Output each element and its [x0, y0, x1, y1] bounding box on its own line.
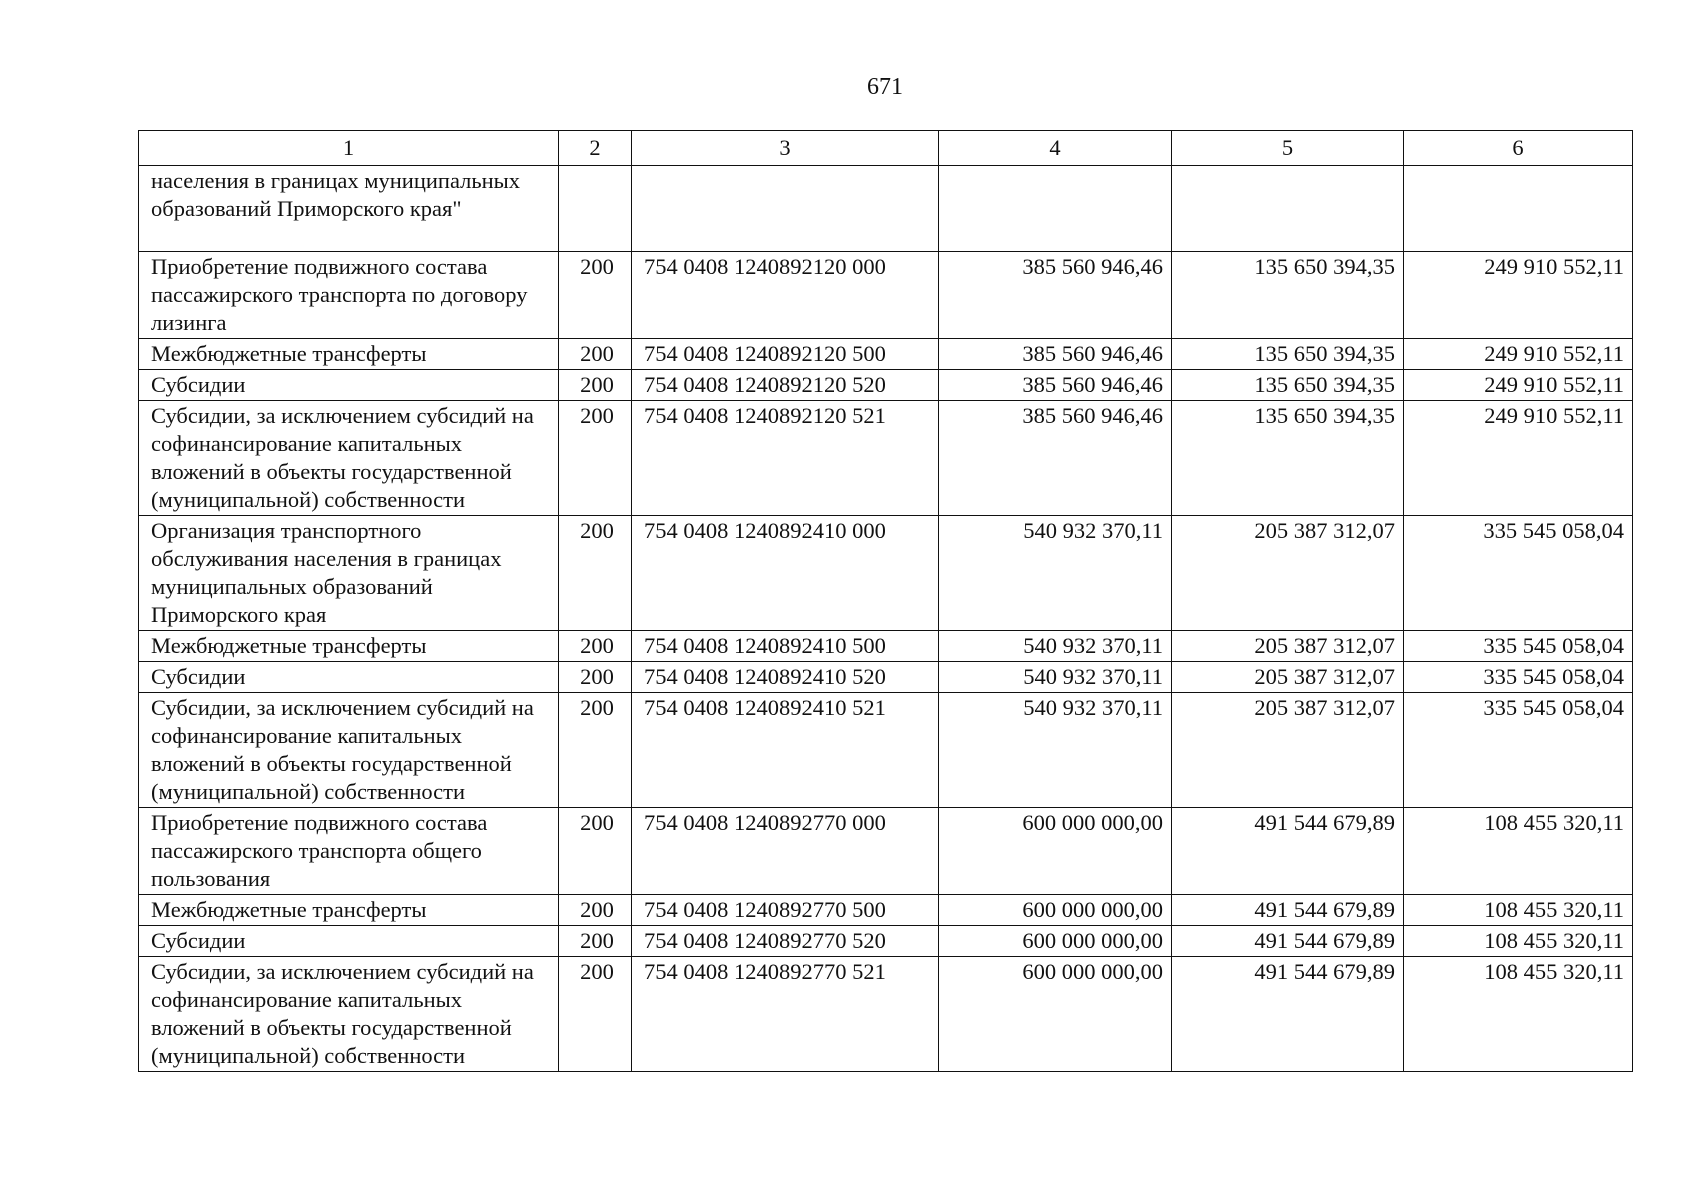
column-header-3: 3 [632, 131, 939, 166]
table-row [139, 808, 1633, 895]
table-row [139, 370, 1633, 401]
row-code: 200 [559, 895, 632, 926]
column-header-5: 5 [1172, 131, 1404, 166]
table-row [139, 926, 1633, 957]
row-value-4: 385 560 946,46 [939, 339, 1172, 370]
row-value-6: 108 455 320,11 [1404, 895, 1633, 926]
table-row [139, 693, 1633, 808]
row-value-6: 108 455 320,11 [1404, 926, 1633, 957]
row-value-6: 249 910 552,11 [1404, 339, 1633, 370]
column-header-2: 2 [559, 131, 632, 166]
row-name: Приобретение подвижного состава пассажирского транспорта по договору лизинга [139, 252, 559, 339]
row-value-4: 600 000 000,00 [939, 926, 1172, 957]
row-value-6: 108 455 320,11 [1404, 957, 1633, 1072]
row-value-4: 600 000 000,00 [939, 957, 1172, 1072]
row-name: Субсидии [139, 662, 559, 693]
row-value-4: 385 560 946,46 [939, 252, 1172, 339]
row-code [559, 166, 632, 252]
row-value-5: 205 387 312,07 [1172, 693, 1404, 808]
row-name: Приобретение подвижного состава пассажирского транспорта общего пользования [139, 808, 559, 895]
row-value-4: 600 000 000,00 [939, 808, 1172, 895]
row-kbk: 754 0408 1240892770 521 [632, 957, 939, 1072]
row-code: 200 [559, 339, 632, 370]
row-value-4: 600 000 000,00 [939, 895, 1172, 926]
row-code: 200 [559, 808, 632, 895]
row-code: 200 [559, 401, 632, 516]
row-code: 200 [559, 516, 632, 631]
row-value-5: 205 387 312,07 [1172, 516, 1404, 631]
budget-table [138, 130, 1633, 1072]
row-value-6: 249 910 552,11 [1404, 401, 1633, 516]
row-value-5: 491 544 679,89 [1172, 957, 1404, 1072]
row-kbk: 754 0408 1240892120 500 [632, 339, 939, 370]
table-row [139, 516, 1633, 631]
row-kbk: 754 0408 1240892770 000 [632, 808, 939, 895]
row-value-4: 540 932 370,11 [939, 631, 1172, 662]
row-value-4: 540 932 370,11 [939, 662, 1172, 693]
table-row [139, 166, 1633, 252]
row-value-5: 135 650 394,35 [1172, 339, 1404, 370]
row-code: 200 [559, 370, 632, 401]
table-row [139, 339, 1633, 370]
row-kbk [632, 166, 939, 252]
row-value-4: 540 932 370,11 [939, 693, 1172, 808]
row-value-5: 491 544 679,89 [1172, 926, 1404, 957]
row-name: Субсидии, за исключением субсидий на софинансирование капитальных вложений в объекты государственной (муниципальной) собственности [139, 401, 559, 516]
row-kbk: 754 0408 1240892120 520 [632, 370, 939, 401]
row-name: Субсидии, за исключением субсидий на софинансирование капитальных вложений в объекты государственной (муниципальной) собственности [139, 693, 559, 808]
row-code: 200 [559, 662, 632, 693]
row-value-5: 491 544 679,89 [1172, 895, 1404, 926]
row-name: Организация транспортного обслуживания населения в границах муниципальных образований Приморского края [139, 516, 559, 631]
row-kbk: 754 0408 1240892120 521 [632, 401, 939, 516]
page-number: 671 [867, 74, 903, 100]
row-kbk: 754 0408 1240892410 500 [632, 631, 939, 662]
row-value-6: 249 910 552,11 [1404, 370, 1633, 401]
row-code: 200 [559, 631, 632, 662]
row-value-5: 205 387 312,07 [1172, 662, 1404, 693]
row-code: 200 [559, 693, 632, 808]
row-value-4 [939, 166, 1172, 252]
row-value-6: 335 545 058,04 [1404, 662, 1633, 693]
row-name: Межбюджетные трансферты [139, 631, 559, 662]
table-row [139, 662, 1633, 693]
row-value-6: 335 545 058,04 [1404, 693, 1633, 808]
row-kbk: 754 0408 1240892410 520 [632, 662, 939, 693]
row-name: Межбюджетные трансферты [139, 895, 559, 926]
row-name: Субсидии [139, 370, 559, 401]
table-row [139, 631, 1633, 662]
header-row [139, 131, 1633, 166]
row-value-6: 108 455 320,11 [1404, 808, 1633, 895]
row-value-4: 540 932 370,11 [939, 516, 1172, 631]
row-value-4: 385 560 946,46 [939, 401, 1172, 516]
row-code: 200 [559, 957, 632, 1072]
column-header-6: 6 [1404, 131, 1633, 166]
row-value-4: 385 560 946,46 [939, 370, 1172, 401]
row-name: Субсидии, за исключением субсидий на софинансирование капитальных вложений в объекты государственной (муниципальной) собственности [139, 957, 559, 1072]
row-value-6: 335 545 058,04 [1404, 631, 1633, 662]
row-value-5: 205 387 312,07 [1172, 631, 1404, 662]
row-name: Субсидии [139, 926, 559, 957]
column-header-4: 4 [939, 131, 1172, 166]
row-name: населения в границах муниципальных образований Приморского края" [139, 166, 559, 252]
row-name: Межбюджетные трансферты [139, 339, 559, 370]
row-value-6: 249 910 552,11 [1404, 252, 1633, 339]
row-kbk: 754 0408 1240892410 000 [632, 516, 939, 631]
row-value-5: 135 650 394,35 [1172, 370, 1404, 401]
row-code: 200 [559, 926, 632, 957]
row-value-5 [1172, 166, 1404, 252]
row-value-6: 335 545 058,04 [1404, 516, 1633, 631]
row-kbk: 754 0408 1240892410 521 [632, 693, 939, 808]
table-row [139, 252, 1633, 339]
column-header-1: 1 [139, 131, 559, 166]
row-kbk: 754 0408 1240892770 500 [632, 895, 939, 926]
row-kbk: 754 0408 1240892770 520 [632, 926, 939, 957]
table-row [139, 895, 1633, 926]
row-value-5: 135 650 394,35 [1172, 252, 1404, 339]
table-row [139, 401, 1633, 516]
row-kbk: 754 0408 1240892120 000 [632, 252, 939, 339]
row-value-6 [1404, 166, 1633, 252]
table-row [139, 957, 1633, 1072]
row-value-5: 135 650 394,35 [1172, 401, 1404, 516]
row-code: 200 [559, 252, 632, 339]
row-value-5: 491 544 679,89 [1172, 808, 1404, 895]
